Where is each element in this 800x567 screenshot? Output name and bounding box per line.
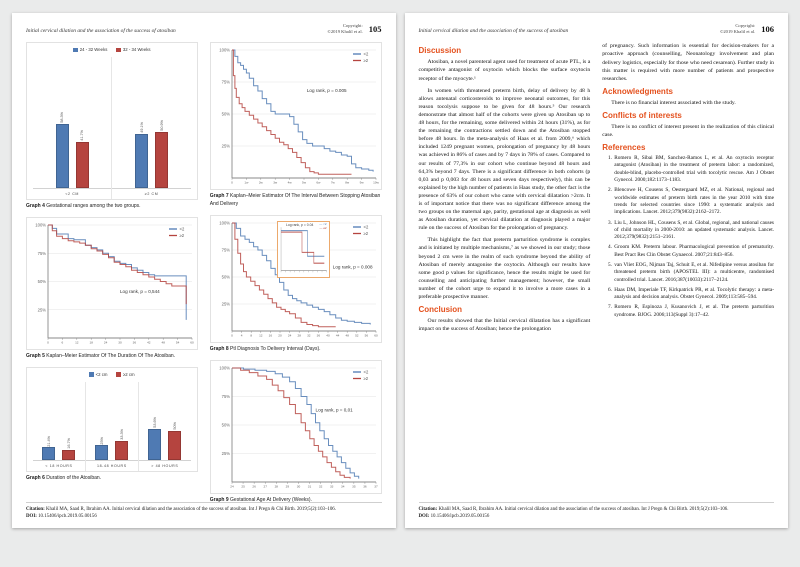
discussion-paragraph: This highlight the fact that preterm parturition syndrome is complex and is initiated by multiple mechanisms,⁷ as we showed in our study; those beyond 2 cm were in the realm of such syndrome beyond the ability of Atosiban of merely antagonise the oxytocin. Although our results have some good p values for significance, hence the results might be used for counselling and anticipating further management; however, the small number of the cohort urge to expand it to involve a more cases in a preferable prospective manner. [418,237,591,300]
svg-text:40: 40 [326,333,330,338]
discussion-heading: Discussion [418,46,462,56]
doi-line [419,513,775,521]
km-curve [232,368,359,479]
references-list [602,155,774,319]
svg-text:100%: 100% [219,220,230,226]
category-label: 18-48 HOURS [86,460,138,471]
svg-text:12: 12 [258,333,263,338]
page-header [419,23,775,35]
figures-area [26,42,382,503]
acknowledgments-paragraph: There is no financial interest associated with the study. [611,99,736,106]
svg-text:100%: 100% [219,365,230,371]
km-plot [27,218,197,349]
page-number: 105 [368,24,382,35]
legend-entry: 24 - 32 Weeks [73,47,107,52]
legend-entry: 32 - 34 Weeks [116,47,150,52]
graph4-chart [26,42,198,200]
graph5-chart [26,217,198,350]
svg-text:1w: 1w [244,180,249,185]
svg-text:34: 34 [340,484,345,489]
category-label: ≥2 CM [112,188,190,199]
citation-label: Citation: [26,506,45,512]
caption-text: Ptl Diagnosis To Delivery Interval (Days). [230,345,321,352]
bar-value-label: 49.1% [139,122,144,133]
graph8-caption [210,346,382,354]
bar [42,435,55,459]
svg-text:25: 25 [241,484,245,489]
caption-text: Gestational Age At Delivery (Weeks). [230,496,312,503]
svg-text:25%: 25% [37,307,46,313]
svg-text:10w: 10w [372,180,379,185]
reference-item: 1. Romero R, Sibai BM, Sanchez-Ramos L, et al. An oxytocin receptor antagonist (Atosiban) in the treatment of preterm labor: a randomized, double-blind, placebo-controlled trial with tocolytic rescue. Am J Obstet Gynecol. 2000;182:1173–1183. [613,155,774,184]
svg-text:36: 36 [316,333,320,338]
svg-text:36: 36 [362,484,367,489]
svg-text:25%: 25% [221,450,230,456]
bar-group [85,382,138,471]
graph8-chart [210,215,382,343]
copyright-value: ©2019 Khalil et al. [719,29,756,35]
bar-value-label: 53.6% [152,417,157,428]
bar-chart [27,368,197,471]
bar [155,120,168,188]
legend-swatch-icon [73,48,78,53]
legend-entry: ≥2 cm [116,372,134,377]
copyright-label: Copyright: [342,23,363,28]
svg-text:42: 42 [147,340,151,345]
svg-text:≥2: ≥2 [363,58,368,64]
bar-value-label: 25% [99,436,104,445]
reference-item: 2. Blencowe H, Cousens S, Oestergaard MZ, et al. National, regional and worldwide estimates of preterm birth rates in the year 2010 with time trends for selected countries since 1990: a systematic analysis and implications. Lancet. 2012;379(9832):2162–2172. [613,187,774,216]
bar [168,422,181,460]
bar-value-label: 41.7% [80,130,85,142]
inset-legend: — <2 — ≥2 [319,221,327,230]
caption-text: Duration of the Atosiban. [46,474,102,481]
bar-group [111,57,190,199]
caption-text: Gestational ranges among the two groups. [46,203,141,210]
svg-text:≥2: ≥2 [363,230,368,236]
bar-value-label: 50.9% [159,120,164,131]
bar [95,436,108,460]
discussion-paragraph: In women with threatened preterm birth, delay of delivery by 48 h allows antenatal corticosteroids to improve neonatal outcomes, for this reason tocolysis suppose to be given for 48 hours.⁵ Our research demonstrate that almost half of the cohorts were given up Atosiban up to 48 hours, for the remaining, some delivered within 24 hours (31%), as for the remaining the contractions settled down and the Atosiban stopped before 48 hours. In the meta-analysis of Haas et al. from 2009,⁶ which included 1249 pregnant women, prolongation of pregnancy by 48 hours was achieved in 86% of cases and by 7 days in 78% of cases. Compared to our results of 77,3% in our cohort who continue beyond 48 hours and 64,3% beyond 7 days. There is a significant difference in both cohorts (p 0,03 and p 0,003 for 48 hours and seven days respectively), this can be explained by the high number of patients in Haas study, the other fact is the presence of 63% of our cohort who came with cervical dilatation >2cm. It is of important notice that there was no significant difference among the two groups on the maternal age, parity, gestational age at diagnosis as well as Atosiban duration, yet cervical dilatation at diagnosis played a major rule on the success of Atosiban for the prolongation of pregnancy. [418,87,591,232]
figure-graph6 [26,367,198,483]
svg-text:0: 0 [47,340,49,345]
svg-text:35: 35 [351,484,356,489]
copyright-label: Copyright: [735,23,756,28]
running-title: Initial cervical dilation and the association of the success of atosiban [26,28,176,34]
svg-text:3w: 3w [272,180,277,185]
svg-text:2w: 2w [258,180,263,185]
doi-text: 10.15406/ipcb.2019.05.00156 [430,514,490,520]
inset-plot [278,222,329,277]
citation-footer [26,502,382,521]
km-curve [232,50,373,172]
svg-text:<2: <2 [363,369,369,375]
svg-text:25%: 25% [221,143,230,149]
svg-text:Log rank, p = 0,01: Log rank, p = 0,01 [315,406,353,412]
reference-item: 4. Groom KM. Preterm labour. Pharmacological prevention of prematurity. Best Pract Res Clin Obstet Gynaecol. 2007;21:843–856. [613,244,774,259]
page-right [405,13,789,528]
svg-text:56: 56 [364,333,368,338]
copyright-block [720,23,755,35]
plot-area [27,378,197,471]
svg-text:4w: 4w [287,180,292,185]
svg-text:Log rank, p = 0,544: Log rank, p = 0,544 [120,288,160,294]
svg-text:<2: <2 [363,224,369,230]
bar-group [138,382,191,471]
page-header [26,23,382,35]
figure-graph5 [26,217,198,361]
graph9-chart [210,360,382,494]
svg-text:27: 27 [263,484,267,489]
discussion-paragraph: Atosiban, a novel parenteral agent used for treatment of acute PTL, is a competitive antagonist of oxytocin which blocks the surface oxytocin receptor of the myocyte.¹ [418,59,591,82]
svg-text:5w: 5w [301,180,306,185]
km-curve [232,368,350,479]
caption-label: Graph 9 [209,496,229,503]
discussion-paragraphs [419,58,591,301]
header-right [720,23,774,35]
svg-text:75%: 75% [221,79,230,85]
chart-legend [27,43,197,53]
conflicts-paragraph: There is no conflict of interest present in the realization of this clinical case. [602,123,774,139]
header-right [327,23,381,35]
svg-text:48: 48 [161,340,165,345]
category-label: > 48 HOURS [139,460,191,471]
svg-text:<2: <2 [363,51,369,57]
svg-text:60: 60 [374,333,378,338]
svg-text:0: 0 [230,180,233,185]
svg-text:18: 18 [89,340,93,345]
chart-legend [27,368,197,378]
doi-label: DOI: [26,514,37,520]
caption-label: Graph 5 [26,353,45,360]
svg-text:25%: 25% [221,301,230,307]
svg-text:32: 32 [306,333,311,338]
svg-text:37: 37 [374,484,378,489]
svg-text:50%: 50% [221,274,230,280]
svg-text:30: 30 [118,340,122,345]
svg-text:≥2: ≥2 [363,375,368,381]
bar-value-label: 50% [172,422,177,430]
svg-text:50%: 50% [221,422,230,428]
inset-zoom-panel [277,221,330,278]
svg-text:33: 33 [329,484,334,489]
bar-group [33,382,85,471]
svg-text:60: 60 [190,340,194,345]
conclusion-heading: Conclusion [418,305,463,315]
svg-text:29: 29 [285,484,289,489]
svg-text:32: 32 [318,484,323,489]
svg-text:36: 36 [132,340,137,345]
acknowledgments-heading: Acknowledgments [602,86,673,96]
doi-text: 10.15406/ipcb.2019.05.00156 [38,514,97,520]
running-title: Initial cervical dilation and the association of the success of atosiban [418,28,569,34]
svg-text:75%: 75% [37,250,46,256]
legend-entry: <2 cm [89,372,107,377]
text-area [419,42,775,497]
bar-group [33,57,111,199]
legend-swatch-icon [116,372,121,377]
graph7-chart [210,42,382,190]
reference-item: 5. van Vliet EOG, Nijman Taj, Schuit E, et al. Nifedipine versus atosiban for threatened preterm birth (APOSTEL III): a multicentre, randomised controlled trial. Lancet. 2016;387(10033):2117–2124. [613,262,774,284]
svg-text:16: 16 [268,333,272,338]
doi-label: DOI: [418,514,430,520]
page-number: 106 [761,24,774,35]
svg-text:44: 44 [335,333,340,338]
caption-label: Graph 7 [209,193,229,200]
graph6-caption [26,475,198,483]
conclusion-continuation: of pregnancy. Such information is essential for decision-makers for a proactive approach (counselling, Neonatology involvement and plan delivery logistics, especially for those who need cesarean). Further study in this matter is required with more number of patients and prospective researches. [602,43,774,82]
copyright-block [327,23,362,35]
figure-graph7 [210,42,382,209]
svg-text:≥2: ≥2 [179,233,185,239]
text-column-left [419,42,591,497]
bar [115,428,128,460]
text-column-right [602,42,774,497]
caption-label: Graph 6 [26,474,45,481]
svg-text:24: 24 [103,340,108,345]
km-plot [211,361,381,493]
reference-item: 7. Romero R, Espinoza J, Kusanovich J, et al. The preterm parturition syndrome. BJOG. 2006;113(Suppl 3):17–42. [613,304,774,319]
svg-text:6: 6 [61,340,64,345]
svg-text:7w: 7w [330,180,335,185]
citation-text: Khalil MA, Saad R, Ibrahim AA. Initial cervical dilation and the association of the success of atosiban. Int J Pregn & Chi Birth. 2019;5(2):103–106. [45,506,336,512]
svg-text:9w: 9w [359,180,364,185]
figure-graph9 [210,360,382,505]
inset-p-label: Log rank, p = 0.04 [285,222,314,227]
figures-column-right [209,42,382,503]
copyright-value: ©2019 Khalil et al. [327,29,363,35]
doi-line [26,513,382,521]
legend-swatch-icon [116,48,121,53]
svg-text:48: 48 [345,333,349,338]
citation-footer [419,502,775,521]
caption-text: Kaplan–Meier Estimator Of The Duration Of The Atosiban. [46,353,176,360]
bar [148,417,161,460]
svg-text:52: 52 [354,333,359,338]
svg-text:100%: 100% [219,47,230,53]
svg-text:26: 26 [252,484,256,489]
svg-text:0: 0 [230,333,233,338]
svg-text:8: 8 [250,333,252,338]
km-curve [48,225,186,304]
caption-label: Graph 8 [209,345,229,352]
svg-text:24: 24 [230,484,234,489]
citation-label: Citation: [418,506,438,512]
bar-value-label: 16.7% [66,438,71,450]
figures-column-left [26,42,198,497]
svg-text:Log rank, p = 0.008: Log rank, p = 0.008 [332,264,373,270]
svg-text:75%: 75% [221,247,230,253]
svg-text:4: 4 [240,333,243,338]
svg-text:50%: 50% [37,279,46,285]
category-label: <2 CM [33,188,111,199]
citation-text: Khalil MA, Saad R, Ibrahim AA. Initial cervical dilation and the association of the success of atosiban. Int J Pregn & Chi Birth. 2019;5(2):103–106. [438,506,729,512]
svg-text:50%: 50% [221,111,230,117]
figure-graph4 [26,42,198,211]
bar-chart [27,43,197,199]
caption-text: Kaplan–Meier Estimator Of The Interval Between Stopping Atosiban And Delivery [209,193,381,208]
conclusion-paragraph: Our results showed that the Initial cervical dilatation has a significant impact on the success of Atosiban; hence the prolongation [418,318,591,333]
km-plot [211,43,381,189]
legend-swatch-icon [89,372,94,377]
figure-graph8 [210,215,382,354]
svg-text:28: 28 [274,484,278,489]
bar [76,130,89,188]
svg-text:8w: 8w [344,180,349,185]
km-curve [232,50,352,174]
km-curve [48,225,186,320]
graph5-caption [26,353,198,361]
category-label: < 18 HOURS [33,460,85,471]
bar [56,111,69,189]
svg-text:24: 24 [287,333,292,338]
bar-value-label: 33.3% [119,428,124,440]
bar [62,438,75,460]
graph6-chart [26,367,198,472]
bar [135,122,148,189]
svg-text:20: 20 [278,333,282,338]
svg-text:54: 54 [175,340,180,345]
reference-item: 6. Haas DM, Imperiale TF, Kirkpatrick PR, et al. Tocolytic therapy: a meta-analysis and decision analysis. Obstet Gynecol. 2009;113:585–594. [613,287,774,302]
plot-area [27,53,197,199]
svg-text:<2: <2 [179,226,185,232]
svg-text:31: 31 [307,484,312,489]
page-left [12,13,396,528]
caption-label: Graph 4 [26,203,45,210]
graph4-caption [26,203,198,211]
references-heading: References [602,143,646,153]
svg-text:75%: 75% [221,393,230,399]
svg-text:30: 30 [296,484,300,489]
svg-text:12: 12 [75,340,79,345]
svg-text:100%: 100% [35,222,46,228]
graph7-caption [210,193,382,209]
bar-value-label: 21.4% [46,435,51,447]
svg-text:Log rank, p = 0.005: Log rank, p = 0.005 [306,88,347,94]
svg-text:28: 28 [297,333,301,338]
conflicts-heading: Conflicts of interests [602,110,682,120]
reference-item: 3. Liu L, Johnson HL, Cousens S, et al. Global, regional, and national causes of child mortality in 2000-2010: an updated systematic analysis. Lancet. 2012;379(9832):2151–2161. [613,220,774,242]
svg-text:6w: 6w [316,180,321,185]
bar-value-label: 58.3% [60,111,65,123]
